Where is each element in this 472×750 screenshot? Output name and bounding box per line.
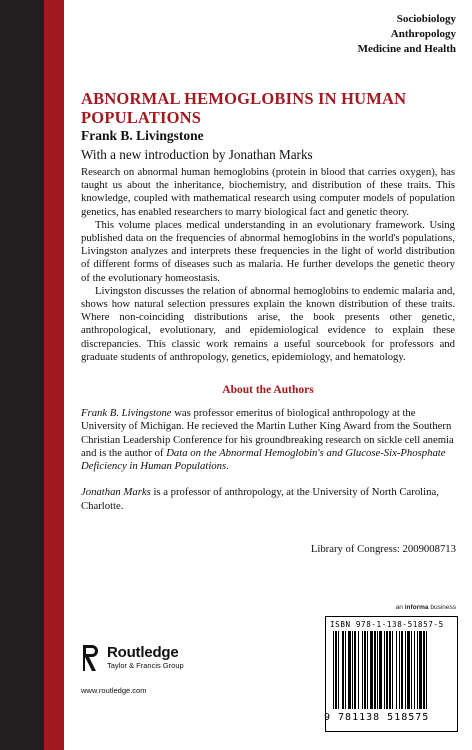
barcode-bar	[362, 631, 363, 709]
barcode-bar	[352, 631, 353, 709]
routledge-logo-icon	[81, 643, 101, 673]
book-author: Frank B. Livingstone	[81, 128, 204, 143]
subject-categories	[358, 12, 456, 57]
about-authors-heading: About the Authors	[222, 384, 314, 396]
barcode-bar	[370, 631, 373, 709]
barcode-bar	[333, 631, 334, 709]
bio-text: is a professor of anthropology, at the University of North Carolina, Charlotte.	[81, 486, 439, 512]
barcode-bar	[367, 631, 368, 709]
barcode-bar	[399, 631, 400, 709]
barcode-bar	[338, 631, 339, 709]
publisher-group: Taylor & Francis Group	[107, 661, 184, 670]
barcode-bar	[335, 631, 337, 709]
subject-item: Sociobiology	[396, 13, 456, 25]
barcode-bar	[423, 631, 425, 709]
barcode-bar	[405, 631, 406, 709]
barcode-bar	[354, 631, 356, 709]
informa-prefix: an	[395, 604, 405, 611]
barcode-bar	[417, 631, 418, 709]
barcode-bar	[392, 631, 393, 709]
bio-text: .	[226, 460, 229, 473]
subject-item: Anthropology	[390, 28, 456, 40]
barcode-bar	[411, 631, 412, 709]
barcode-bar	[384, 631, 385, 709]
informa-brand: informa	[404, 604, 429, 611]
bio-name: Frank B. Livingstone	[81, 407, 172, 419]
barcode-bar	[407, 631, 410, 709]
spine-dark-band	[0, 0, 44, 750]
barcode-bar	[342, 631, 344, 709]
barcode-bar	[401, 631, 403, 709]
bio-book-title: Data on the Abnormal Hemoglobin's and Glucose-Six-Phosphate Deficiency in Human Populations	[81, 446, 446, 473]
introduction-credit: With a new introduction by Jonathan Marks	[81, 147, 313, 162]
barcode-bar	[345, 631, 346, 709]
barcode-bar	[419, 631, 422, 709]
isbn-label: ISBN 978-1-138-51857-5	[330, 620, 444, 629]
barcode-bar	[414, 631, 415, 709]
informa-suffix: business	[428, 604, 456, 611]
description-paragraph: Livingston discusses the relation of abnormal hemoglobins to endemic malaria and, shows how natural selection pressures explain the known distribution of these traits. Where non-coinciding distributions arise, the book presents other genetic, anthropological, evolutionary, and epidemiological evidence to explain these discrepancies. This classic work remains a useful sourcebook for professors and graduate students of anthropology, genetics, epidemiology, and hematology.	[81, 284, 455, 363]
barcode-bar	[379, 631, 382, 709]
barcode-bar	[377, 631, 378, 709]
red-border	[44, 0, 64, 750]
informa-tagline	[396, 604, 456, 611]
description-paragraph: Research on abnormal human hemoglobins (protein in blood that carries oxygen), has taught us about the inheritance, biochemistry, and distribution of these traits. This knowledge, coupled with mathematical research using computer models of population genetics, has enabled researchers to marry biological fact and genetic theory.	[81, 166, 455, 218]
barcode-bar	[389, 631, 391, 709]
subject-item: Medicine and Health	[357, 43, 456, 55]
bio-name: Jonathan Marks	[81, 486, 151, 499]
barcode-bar	[426, 631, 427, 709]
barcode-bar	[358, 631, 359, 709]
barcode	[333, 631, 451, 711]
barcode-number: 9 781138 518575	[324, 712, 430, 723]
publisher-name: Routledge	[107, 644, 179, 661]
bio-marks	[81, 486, 455, 513]
bio-text: was professor emeritus of biological anthropology at the University of Michigan. He recieved the Martin Luther King Award from the Southern Christian Leadership Conference for his groundbreaking research on sickle cell anemia and is the author of	[81, 407, 454, 459]
author-bios	[81, 407, 455, 526]
description	[81, 166, 455, 364]
barcode-bar	[348, 631, 351, 709]
publisher-logo	[81, 643, 184, 673]
book-title: ABNORMAL HEMOGLOBINS IN HUMAN POPULATIONS	[81, 89, 407, 127]
barcode-bar	[386, 631, 388, 709]
library-of-congress: Library of Congress: 2009008713	[310, 543, 456, 555]
barcode-bar	[396, 631, 397, 709]
barcode-bar	[374, 631, 376, 709]
barcode-bar	[364, 631, 366, 709]
publisher-url[interactable]: www.routledge.com	[81, 686, 147, 695]
bio-livingstone	[81, 407, 455, 473]
description-paragraph: This volume places medical understanding in an evolutionary framework. Using published data on the frequencies of abnormal hemoglobins in the world's populations, Livingston analyzes and interprets these frequencies in the light of world distribution of different forms of diseases such as malaria. He further develops the genetic theory of the evolutionary homeostasis.	[81, 218, 455, 284]
